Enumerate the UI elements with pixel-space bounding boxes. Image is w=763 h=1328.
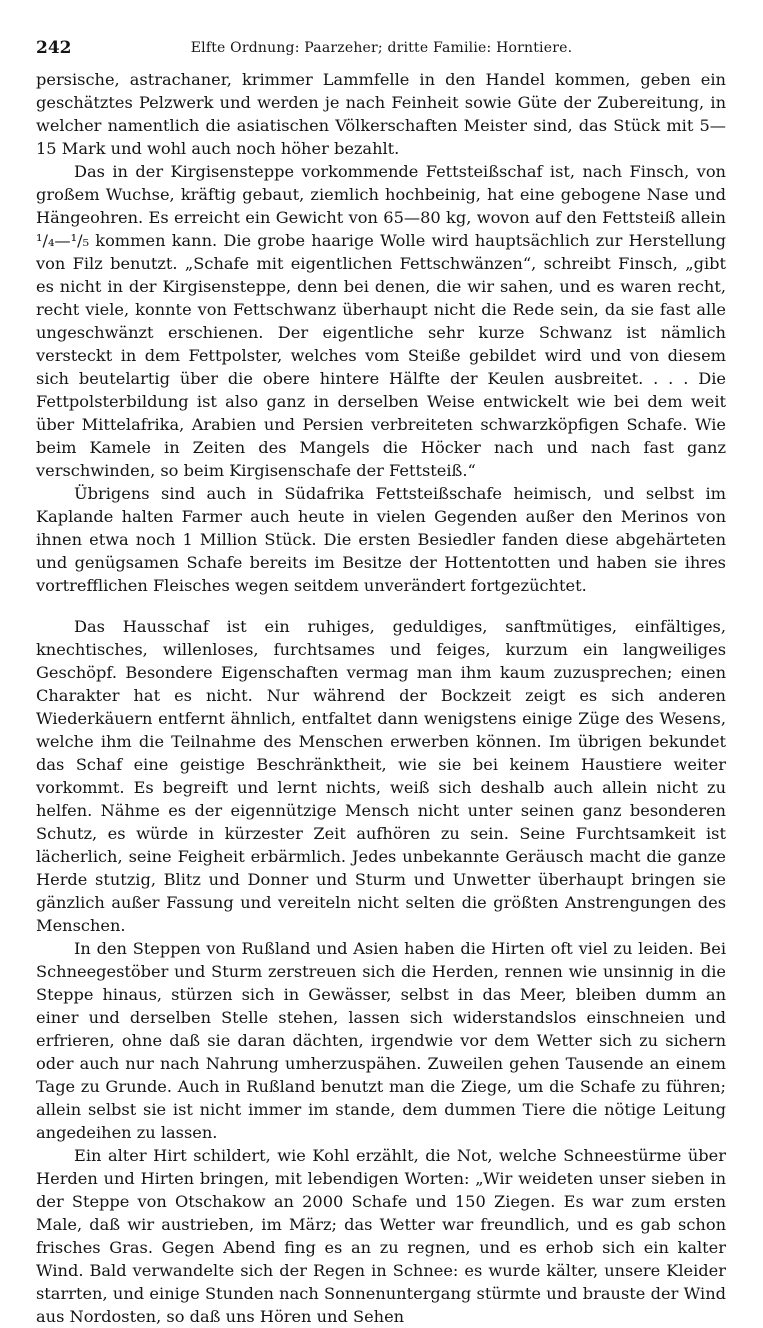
paragraph-lammfelle: persische, astrachaner, krimmer Lammfelle in den Handel kommen, geben ein geschätztes Pelzwerk und werden je nach Feinheit sowie Güte der Zubereitung, in welcher namentlich die asiatischen Völkerschaften Meister sind, das Stück mit 5—15 Mark und wohl auch noch höher bezahlt. <box>36 70 726 158</box>
page-header <box>36 38 727 60</box>
page-number: 242 <box>36 38 72 58</box>
running-title: Elfte Ordnung: Paarzeher; dritte Familie: Horntiere. <box>190 40 573 56</box>
body-text <box>36 68 726 1328</box>
paragraph-fettsteissschaf: Das in der Kirgisensteppe vorkommende Fettsteißschaf ist, nach Finsch, von großem Wuchse, kräftig gebaut, ziemlich hochbeinig, hat eine gebogene Nase und Hängeohren. Es erreicht ein Gewicht von 65—80 kg, wovon auf den Fettsteiß allein ¹/₄—¹/₅ kommen kann. Die grobe haarige Wolle wird hauptsächlich zur Herstellung von Filz benutzt. „Schafe mit eigentlichen Fettschwänzen“, schreibt Finsch, „gibt es nicht in der Kirgisensteppe, denn bei denen, die wir sahen, und es waren recht, recht viele, konnte von Fettschwanz überhaupt nicht die Rede sein, da sie fast alle ungeschwänzt erschienen. Der eigentliche sehr kurze Schwanz ist nämlich versteckt in dem Fettpolster, welches vom Steiße gebildet wird und von diesem sich beutelartig über die obere hintere Hälfte der Keulen ausbreitet. . . . Die Fettpolsterbildung ist also ganz in derselben Weise entwickelt wie bei dem weit über Mittelafrika, Arabien und Persien verbreiteten schwarzköpfigen Schafe. Wie beim Kamele in Zeiten des Mangels die Höcker nach und nach fast ganz verschwinden, so beim Kirgisenschafe der Fettsteiß.“ <box>36 162 726 480</box>
paragraph-suedafrika: Übrigens sind auch in Südafrika Fettsteißschafe heimisch, und selbst im Kaplande halten Farmer auch heute in vielen Gegenden außer den Merinos von ihnen etwa noch 1 Million Stück. Die ersten Besiedler fanden diese abgehärteten und genügsamen Schafe bereits im Besitze der Hottentotten und haben sie ihres vortrefflichen Fleisches wegen seitdem unverändert fortgezüchtet. <box>36 484 726 595</box>
paragraph-alter-hirt: Ein alter Hirt schildert, wie Kohl erzählt, die Not, welche Schneestürme über Herden und Hirten bringen, mit lebendigen Worten: „Wir weideten unser sieben in der Steppe von Otschakow an 2000 Schafe und 150 Ziegen. Es war zum ersten Male, daß wir austrieben, im März; das Wetter war freundlich, und es gab schon frisches Gras. Gegen Abend fing es an zu regnen, und es erhob sich ein kalter Wind. Bald verwandelte sich der Regen in Schnee: es wurde kälter, unsere Kleider starrten, und einige Stunden nach Sonnenuntergang stürmte und brauste der Wind aus Nordosten, so daß uns Hören und Sehen <box>36 1146 726 1326</box>
paragraph-hausschaf: Das Hausschaf ist ein ruhiges, geduldiges, sanftmütiges, einfältiges, knechtisches, willenloses, furchtsames und feiges, kurzum ein langweiliges Geschöpf. Besondere Eigenschaften vermag man ihm kaum zuzusprechen; einen Charakter hat es nicht. Nur während der Bockzeit zeigt es sich anderen Wiederkäuern entfernt ähnlich, entfaltet dann wenigstens einige Züge des Wesens, welche ihm die Teilnahme des Menschen erwerben können. Im übrigen bekundet das Schaf eine geistige Beschränktheit, wie sie bei keinem Haustiere weiter vorkommt. Es begreift und lernt nichts, weiß sich deshalb auch allein nicht zu helfen. Nähme es der eigennützige Mensch nicht unter seinen ganz besonderen Schutz, es würde in kürzester Zeit aufhören zu sein. Seine Furchtsamkeit ist lächerlich, seine Feigheit erbärmlich. Jedes unbekannte Geräusch macht die ganze Herde stutzig, Blitz und Donner und Sturm und Unwetter überhaupt bringen sie gänzlich außer Fassung und vereiteln nicht selten die größten Anstrengungen des Menschen. <box>36 617 726 935</box>
paragraph-steppen: In den Steppen von Rußland und Asien haben die Hirten oft viel zu leiden. Bei Schneegestöber und Sturm zerstreuen sich die Herden, rennen wie unsinnig in die Steppe hinaus, stürzen sich in Gewässer, selbst in das Meer, bleiben dumm an einer und derselben Stelle stehen, lassen sich widerstandslos einschneien und erfrieren, ohne daß sie daran dächten, irgendwie vor dem Wetter sich zu sichern oder auch nur nach Nahrung umherzuspähen. Zuweilen gehen Tausende an einem Tage zu Grunde. Auch in Rußland benutzt man die Ziege, um die Schafe zu führen; allein selbst sie ist nicht immer im stande, dem dummen Tiere die nötige Leitung angedeihen zu lassen. <box>36 939 726 1142</box>
